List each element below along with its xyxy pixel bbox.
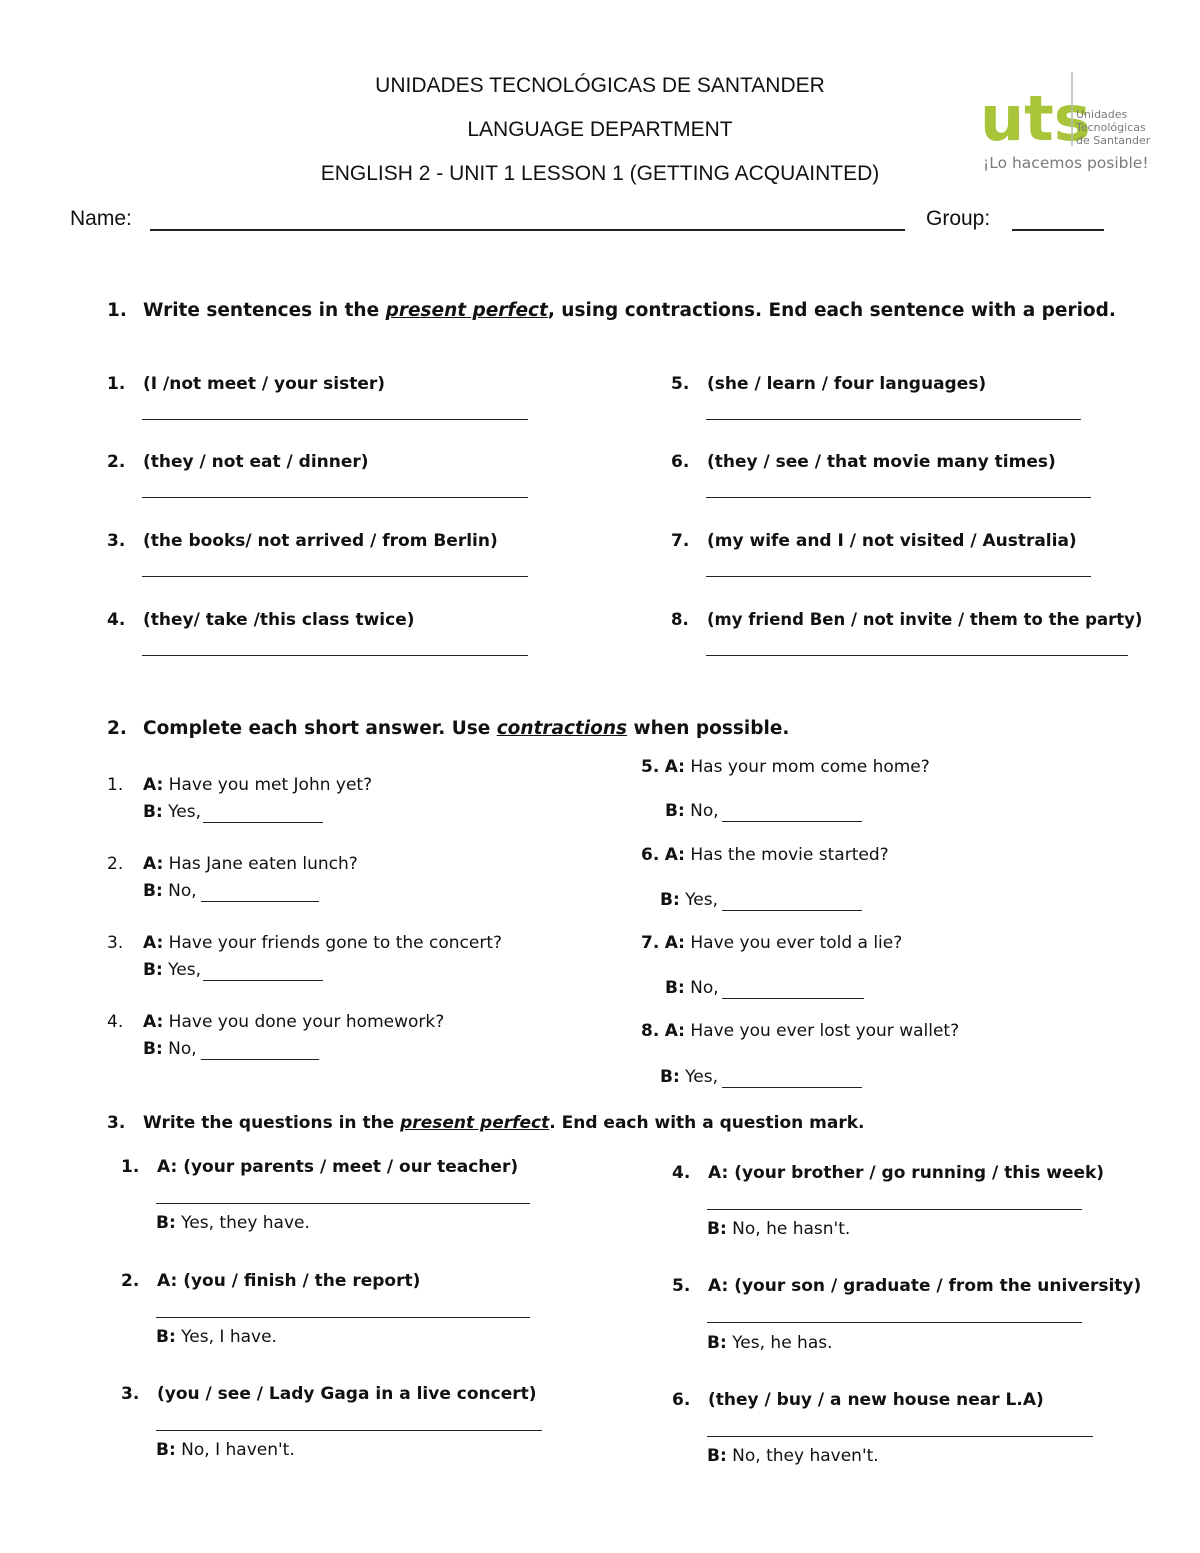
s1-item-2 bbox=[107, 452, 369, 472]
s2-item-5-a-text: Has your mom come home? bbox=[684, 757, 930, 777]
group-field[interactable] bbox=[1012, 229, 1104, 231]
s2-item-2-question bbox=[107, 854, 358, 874]
s1-item-3-number: 3. bbox=[107, 531, 126, 551]
s2-item-6-answer bbox=[660, 890, 718, 910]
s1-item-7-number: 7. bbox=[671, 531, 690, 551]
s1-item-1 bbox=[107, 374, 385, 394]
s3-item-2-answer bbox=[156, 1327, 277, 1347]
s2-item-1-a-label: A: bbox=[143, 775, 164, 795]
s3-answer-line-2[interactable] bbox=[156, 1317, 530, 1318]
s2-answer-line-8[interactable] bbox=[722, 1087, 862, 1088]
s3-item-5-b-label: B: bbox=[707, 1333, 727, 1353]
s2-item-8-number: 8. bbox=[641, 1021, 660, 1041]
s2-item-5-question bbox=[641, 757, 930, 777]
s3-answer-line-5[interactable] bbox=[707, 1322, 1082, 1323]
s3-item-4-answer bbox=[707, 1219, 850, 1239]
s3-item-6-prompt: (they / buy / a new house near L.A) bbox=[708, 1390, 1044, 1410]
s2-item-6-b-label: B: bbox=[660, 890, 680, 910]
section3-instruction bbox=[107, 1113, 865, 1133]
s3-item-1-b-text: Yes, they have. bbox=[175, 1213, 310, 1233]
section3-post: . End each with a question mark. bbox=[549, 1113, 865, 1133]
logo-line1: Unidades bbox=[1076, 108, 1128, 121]
s2-item-5-a-label: A: bbox=[664, 757, 685, 777]
s1-answer-line-8[interactable] bbox=[706, 655, 1128, 656]
s2-item-4-number: 4. bbox=[107, 1012, 124, 1032]
s3-item-3-b-label: B: bbox=[156, 1440, 176, 1460]
s2-item-1-b-label: B: bbox=[143, 802, 163, 822]
s3-item-4-prompt: A: (your brother / go running / this week) bbox=[708, 1163, 1105, 1183]
s2-item-8-question bbox=[641, 1021, 959, 1041]
section1-number: 1. bbox=[107, 300, 127, 321]
section3-number: 3. bbox=[107, 1113, 126, 1133]
s1-item-4-number: 4. bbox=[107, 610, 126, 630]
s1-item-1-prompt: (I /not meet / your sister) bbox=[143, 374, 386, 394]
s2-item-8-a-text: Have you ever lost your wallet? bbox=[684, 1021, 960, 1041]
s2-item-3-a-label: A: bbox=[143, 933, 164, 953]
uts-logo bbox=[980, 70, 1160, 175]
s3-item-2-b-text: Yes, I have. bbox=[175, 1327, 277, 1347]
s2-item-1-number: 1. bbox=[107, 775, 124, 795]
s3-item-6-answer bbox=[707, 1446, 879, 1466]
s2-item-1-answer bbox=[143, 802, 201, 822]
s2-item-8-b-text: Yes, bbox=[679, 1067, 719, 1087]
s1-item-7 bbox=[671, 531, 1077, 551]
s2-item-3-b-label: B: bbox=[143, 960, 163, 980]
s2-answer-line-2[interactable] bbox=[201, 901, 319, 902]
s2-item-8-b-label: B: bbox=[660, 1067, 680, 1087]
uts-logo-graphic bbox=[980, 70, 1160, 175]
s3-item-1-number: 1. bbox=[121, 1157, 140, 1177]
s2-item-4-question bbox=[107, 1012, 444, 1032]
section3-emphasis: present perfect bbox=[400, 1113, 550, 1133]
s2-item-8-a-label: A: bbox=[664, 1021, 685, 1041]
s2-item-7-b-label: B: bbox=[665, 978, 685, 998]
s3-item-1-answer bbox=[156, 1213, 310, 1233]
s1-item-4 bbox=[107, 610, 415, 630]
s2-item-4-a-label: A: bbox=[143, 1012, 164, 1032]
s3-item-2-prompt: A: (you / finish / the report) bbox=[157, 1271, 421, 1291]
s2-item-2-b-label: B: bbox=[143, 881, 163, 901]
s3-item-2-b-label: B: bbox=[156, 1327, 176, 1347]
s2-item-4-a-text: Have you done your homework? bbox=[163, 1012, 445, 1032]
s1-item-3-prompt: (the books/ not arrived / from Berlin) bbox=[143, 531, 498, 551]
s1-item-5-number: 5. bbox=[671, 374, 690, 394]
s3-answer-line-4[interactable] bbox=[707, 1209, 1082, 1210]
s2-item-7-a-label: A: bbox=[664, 933, 685, 953]
s3-item-1-question bbox=[121, 1157, 518, 1177]
s2-item-3-question bbox=[107, 933, 502, 953]
section2-pre: Complete each short answer. Use bbox=[143, 718, 497, 739]
s2-item-5-b-label: B: bbox=[665, 801, 685, 821]
s2-item-3-answer bbox=[143, 960, 201, 980]
s1-item-5 bbox=[671, 374, 986, 394]
section2-emphasis: contractions bbox=[496, 718, 628, 739]
s1-item-6-prompt: (they / see / that movie many times) bbox=[707, 452, 1056, 472]
logo-line2: Tecnológicas bbox=[1076, 121, 1146, 134]
s2-item-2-answer bbox=[143, 881, 197, 901]
s1-item-6-number: 6. bbox=[671, 452, 690, 472]
s1-answer-line-3[interactable] bbox=[142, 576, 528, 577]
section1-emphasis: present perfect bbox=[385, 300, 548, 321]
institution-title: UNIDADES TECNOLÓGICAS DE SANTANDER bbox=[375, 74, 825, 97]
section3-pre: Write the questions in the bbox=[143, 1113, 401, 1133]
s2-item-6-question bbox=[641, 845, 889, 865]
s2-item-2-a-label: A: bbox=[143, 854, 164, 874]
s3-item-3-b-text: No, I haven't. bbox=[175, 1440, 295, 1460]
s1-item-7-prompt: (my wife and I / not visited / Australia) bbox=[707, 531, 1077, 551]
s2-item-7-b-text: No, bbox=[684, 978, 719, 998]
s2-item-5-answer bbox=[665, 801, 719, 821]
s2-item-1-a-text: Have you met John yet? bbox=[163, 775, 373, 795]
s3-answer-line-6[interactable] bbox=[707, 1436, 1093, 1437]
name-field[interactable] bbox=[150, 229, 905, 231]
s3-item-1-prompt: A: (your parents / meet / our teacher) bbox=[157, 1157, 519, 1177]
s3-item-6-number: 6. bbox=[672, 1390, 691, 1410]
s1-item-2-number: 2. bbox=[107, 452, 126, 472]
section1-instruction bbox=[107, 300, 1116, 321]
s3-item-5-answer bbox=[707, 1333, 833, 1353]
s3-item-2-question bbox=[121, 1271, 420, 1291]
s2-answer-line-4[interactable] bbox=[201, 1059, 319, 1060]
section2-post: when possible. bbox=[627, 718, 790, 739]
s2-item-7-answer bbox=[665, 978, 719, 998]
s3-item-2-number: 2. bbox=[121, 1271, 140, 1291]
name-label: Name: bbox=[70, 207, 132, 230]
logo-slogan: ¡Lo hacemos posible! bbox=[983, 154, 1149, 172]
s2-item-2-number: 2. bbox=[107, 854, 124, 874]
s2-item-6-number: 6. bbox=[641, 845, 660, 865]
s3-item-5-number: 5. bbox=[672, 1276, 691, 1296]
section2-number: 2. bbox=[107, 718, 127, 739]
s3-item-4-question bbox=[672, 1163, 1104, 1183]
s2-item-3-a-text: Have your friends gone to the concert? bbox=[163, 933, 503, 953]
s2-item-5-b-text: No, bbox=[684, 801, 719, 821]
s3-item-3-question bbox=[121, 1384, 537, 1404]
s2-item-8-answer bbox=[660, 1067, 718, 1087]
s2-item-3-b-text: Yes, bbox=[162, 960, 202, 980]
s2-item-7-question bbox=[641, 933, 902, 953]
s3-item-5-question bbox=[672, 1276, 1141, 1296]
s1-answer-line-1[interactable] bbox=[142, 419, 528, 420]
s1-item-6 bbox=[671, 452, 1056, 472]
s1-item-4-prompt: (they/ take /this class twice) bbox=[143, 610, 415, 630]
s3-item-6-b-text: No, they haven't. bbox=[726, 1446, 879, 1466]
s2-item-2-a-text: Has Jane eaten lunch? bbox=[163, 854, 358, 874]
s2-answer-line-5[interactable] bbox=[722, 821, 862, 822]
s2-item-4-b-label: B: bbox=[143, 1039, 163, 1059]
s1-answer-line-5[interactable] bbox=[706, 419, 1081, 420]
s3-item-5-b-text: Yes, he has. bbox=[726, 1333, 833, 1353]
logo-wordmark: uts bbox=[980, 82, 1091, 155]
section1-post: , using contractions. End each sentence with a period. bbox=[547, 300, 1116, 321]
s3-item-6-question bbox=[672, 1390, 1044, 1410]
s3-answer-line-3[interactable] bbox=[156, 1430, 542, 1431]
s1-answer-line-6[interactable] bbox=[706, 497, 1091, 498]
s1-item-8-number: 8. bbox=[671, 610, 689, 629]
s2-item-4-answer bbox=[143, 1039, 197, 1059]
s1-item-3 bbox=[107, 531, 498, 551]
s2-item-2-b-text: No, bbox=[162, 881, 197, 901]
s2-answer-line-6[interactable] bbox=[722, 910, 862, 911]
s1-item-5-prompt: (she / learn / four languages) bbox=[707, 374, 987, 394]
s1-answer-line-7[interactable] bbox=[706, 576, 1091, 577]
s3-item-3-prompt: (you / see / Lady Gaga in a live concert) bbox=[157, 1384, 537, 1404]
s2-item-1-b-text: Yes, bbox=[162, 802, 202, 822]
s2-item-5-number: 5. bbox=[641, 757, 660, 777]
course-title: ENGLISH 2 - UNIT 1 LESSON 1 (GETTING ACQUAINTED) bbox=[320, 162, 880, 185]
s3-item-1-b-label: B: bbox=[156, 1213, 176, 1233]
s2-item-6-a-text: Has the movie started? bbox=[684, 845, 889, 865]
s2-answer-line-1[interactable] bbox=[203, 822, 323, 823]
s2-item-3-number: 3. bbox=[107, 933, 124, 953]
s2-item-4-b-text: No, bbox=[162, 1039, 197, 1059]
s2-item-6-a-label: A: bbox=[664, 845, 685, 865]
s3-item-5-prompt: A: (your son / graduate / from the university) bbox=[708, 1276, 1142, 1296]
logo-line3: de Santander bbox=[1076, 134, 1151, 147]
s3-item-4-b-text: No, he hasn't. bbox=[726, 1219, 851, 1239]
s1-item-8-prompt: (my friend Ben / not invite / them to the party) bbox=[707, 610, 1143, 629]
s1-item-2-prompt: (they / not eat / dinner) bbox=[143, 452, 369, 472]
s1-answer-line-2[interactable] bbox=[142, 497, 528, 498]
s2-item-7-number: 7. bbox=[641, 933, 660, 953]
section2-instruction bbox=[107, 718, 789, 739]
s1-item-1-number: 1. bbox=[107, 374, 126, 394]
s3-item-6-b-label: B: bbox=[707, 1446, 727, 1466]
s1-item-8 bbox=[671, 610, 1142, 629]
s2-answer-line-7[interactable] bbox=[722, 998, 864, 999]
s3-item-3-number: 3. bbox=[121, 1384, 140, 1404]
s2-answer-line-3[interactable] bbox=[203, 980, 323, 981]
s2-item-1-question bbox=[107, 775, 372, 795]
section1-pre: Write sentences in the bbox=[143, 300, 386, 321]
group-label: Group: bbox=[926, 207, 991, 230]
s3-item-4-number: 4. bbox=[672, 1163, 691, 1183]
s2-item-6-b-text: Yes, bbox=[679, 890, 719, 910]
s1-answer-line-4[interactable] bbox=[142, 655, 528, 656]
department-title: LANGUAGE DEPARTMENT bbox=[467, 118, 733, 141]
s2-item-7-a-text: Have you ever told a lie? bbox=[684, 933, 903, 953]
s3-answer-line-1[interactable] bbox=[156, 1203, 530, 1204]
s3-item-4-b-label: B: bbox=[707, 1219, 727, 1239]
s3-item-3-answer bbox=[156, 1440, 295, 1460]
